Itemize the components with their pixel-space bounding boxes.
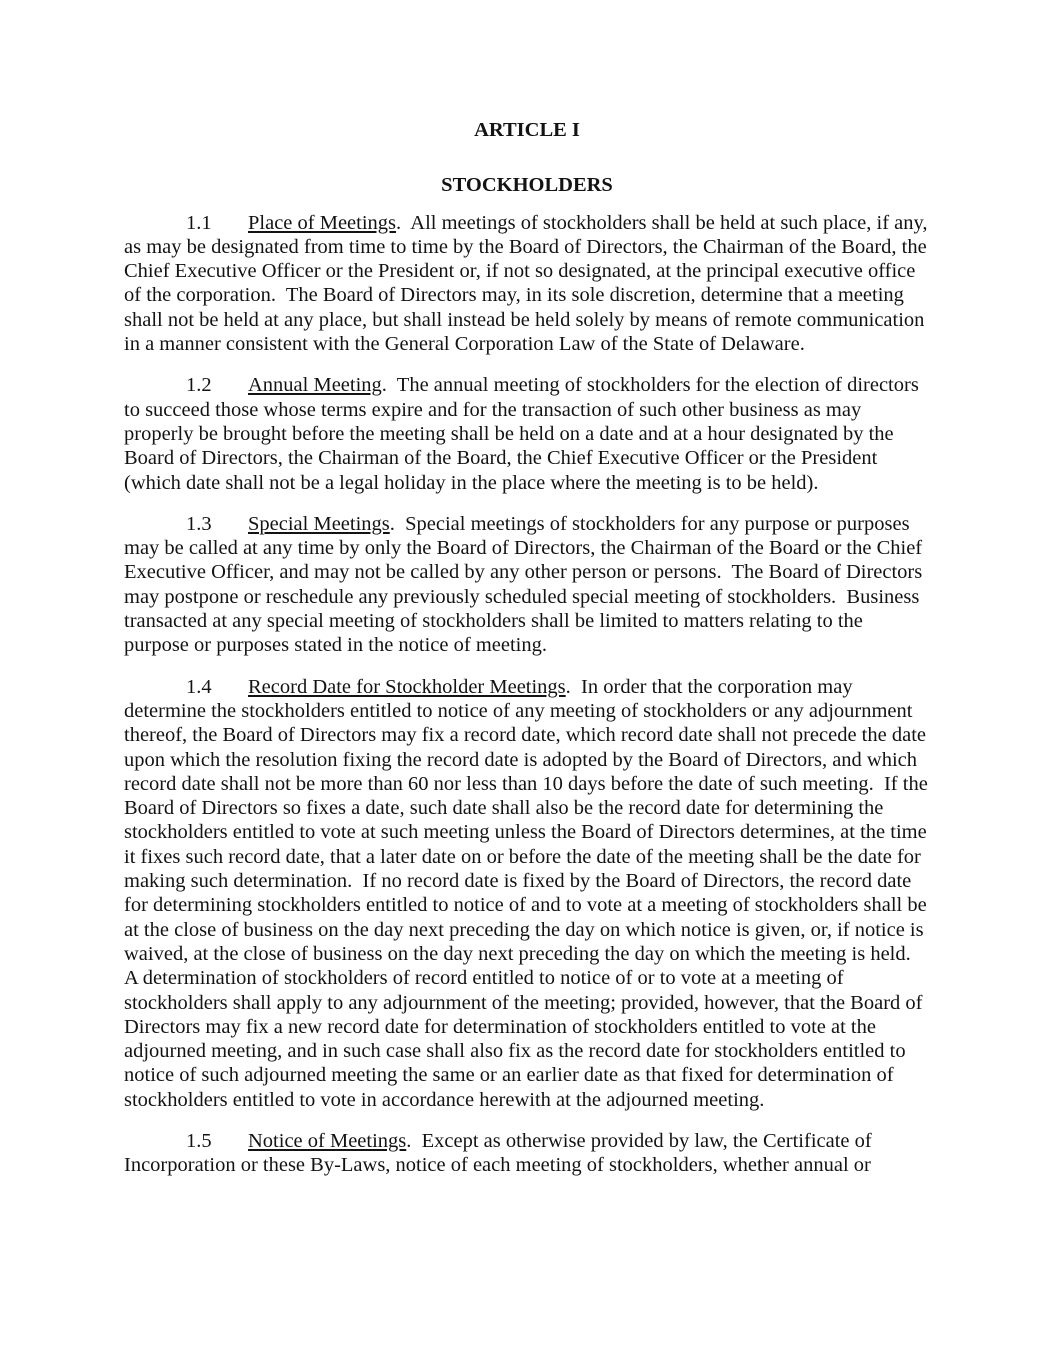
section-title: Place of Meetings (248, 211, 397, 234)
section-body: . The annual meeting of stockholders for the election of directors to succeed those whose terms expire and for the transaction of such other business as may properly be brought before the meeting shall be held on a date and at a hour designated by the Board of Directors, the Chairman of the Board, the Chief Executive Officer or the President (which date shall not be a legal holiday in the place where the meeting is to be held). (124, 374, 924, 494)
article-heading: ARTICLE I (474, 119, 580, 141)
section-paragraph-1-1 (124, 211, 933, 357)
section-body: . All meetings of stockholders shall be held at such place, if any, as may be designated from time to time by the Board of Directors, the Chairman of the Board, the Chief Executive Officer or the President or, if not so designated, at the principal executive office of the corporation. The Board of Directors may, in its sole discretion, determine that a meeting shall not be held at any place, but shall instead be held solely by means of remote communication in a manner consistent with the General Corporation Law of the State of Delaware. (124, 211, 933, 356)
section-paragraph-1-2 (124, 373, 930, 494)
section-paragraph-1-3 (124, 512, 930, 658)
section-title: Record Date for Stockholder Meetings (248, 675, 566, 698)
section-paragraph-1-4 (124, 675, 933, 1112)
article-subheading: STOCKHOLDERS (441, 174, 613, 197)
section-number: 1.4 (186, 675, 212, 698)
section-body: . In order that the corporation may determine the stockholders entitled to notice of any meeting of stockholders or any adjournment thereof, the Board of Directors may fix a record date, which record date shall not precede the date upon which the resolution fixing the record date is adopted by the Board of Directors, and which record date shall not be more than 60 nor less than 10 days before the date of such meeting. If the Board of Directors so fixes a date, such date shall also be the record date for determining the stockholders entitled to vote at such meeting unless the Board of Directors determines, at the time it fixes such record date, that a later date on or before the date of the meeting shall be the date for making such determination. If no record date is fixed by the Board of Directors, the record date for determining stockholders entitled to notice of and to vote at a meeting of stockholders shall be at the close of business on the day next preceding the day on which notice is given, or, if notice is waived, at the close of business on the day next preceding the day on which the meeting is held. A determination of stockholders of record entitled to notice of or to vote at a meeting of stockholders shall apply to any adjournment of the meeting; provided, however, that the Board of Directors may fix a new record date for determination of stockholders entitled to vote at the adjourned meeting, and in such case shall also fix as the record date for stockholders entitled to notice of such adjourned meeting the same or an earlier date as that fixed for determination of stockholders entitled to vote in accordance herewith at the adjourned meeting. (124, 675, 933, 1111)
section-title: Notice of Meetings (248, 1129, 407, 1152)
section-number: 1.2 (186, 374, 212, 397)
section-title: Special Meetings (248, 512, 390, 535)
section-title: Annual Meeting (248, 374, 382, 397)
section-number: 1.1 (186, 211, 212, 234)
section-number: 1.3 (186, 512, 212, 535)
section-paragraph-1-5 (124, 1129, 930, 1178)
section-body: . Special meetings of stockholders for any purpose or purposes may be called at any time by only the Board of Directors, the Chairman of the Board or the Chief Executive Officer, and may not be called by any other person or persons. The Board of Directors may postpone or reschedule any previously scheduled special meeting of stockholders. Business transacted at any special meeting of stockholders shall be limited to matters relating to the purpose or purposes stated in the notice of meeting. (124, 512, 928, 657)
section-number: 1.5 (186, 1129, 212, 1152)
section-body: . Except as otherwise provided by law, the Certificate of Incorporation or these By-Laws, notice of each meeting of stockholders, whether annual or (124, 1129, 877, 1177)
